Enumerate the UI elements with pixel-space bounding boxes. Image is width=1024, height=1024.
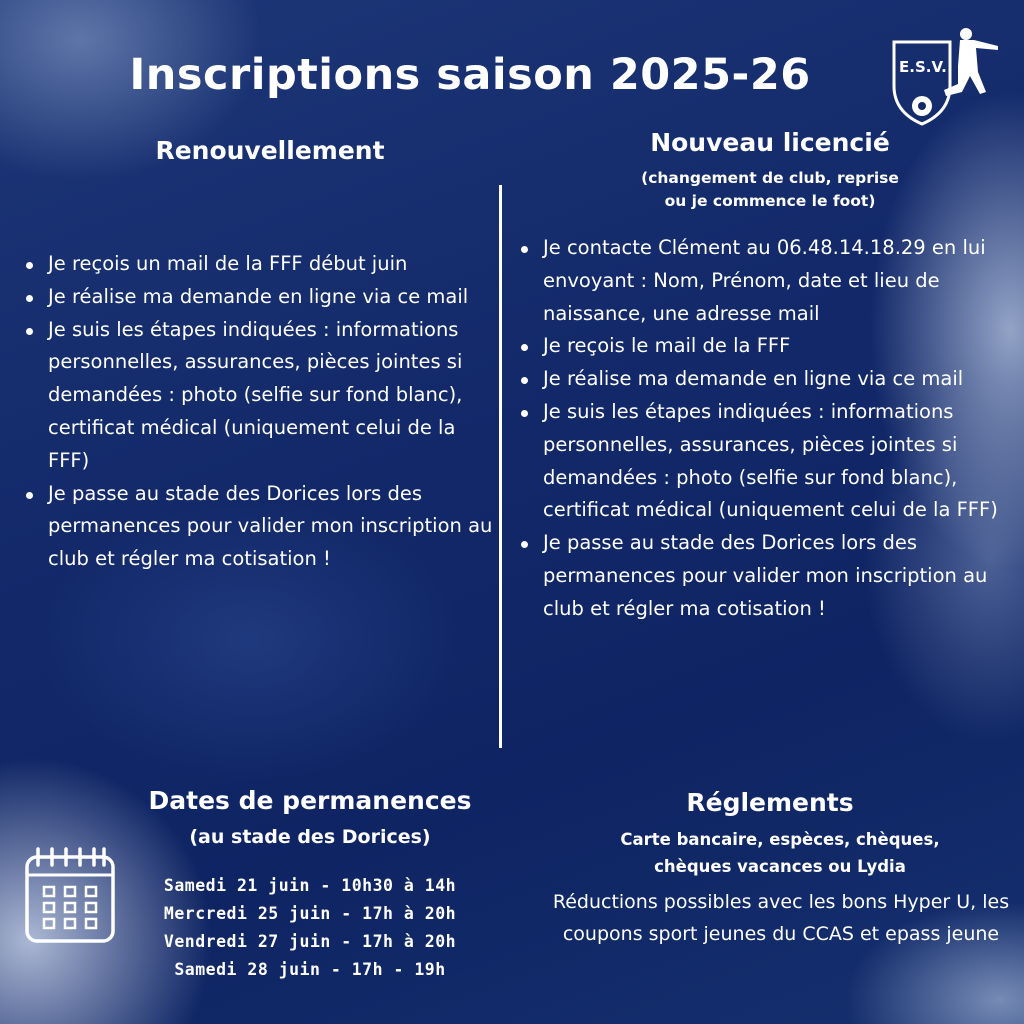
permanences-subtitle: (au stade des Dorices)	[189, 826, 431, 848]
date-row: Samedi 28 juin - 17h - 19h	[174, 960, 446, 979]
page-title: Inscriptions saison 2025-26	[129, 50, 811, 100]
renouvellement-list	[24, 248, 499, 576]
svg-text:E.S.V.: E.S.V.	[899, 58, 947, 76]
list-item: Je suis les étapes indiquées : informations personnelles, assurances, pièces jointes si demandées : photo (selfie sur fond blanc), certificat médical (uniquement celui de la FFF)	[519, 396, 1003, 527]
reglements-methods	[540, 826, 1020, 880]
renouvellement-title: Renouvellement	[155, 136, 385, 165]
reglements-title: Réglements	[686, 788, 854, 817]
date-row: Mercredi 25 juin - 17h à 20h	[163, 904, 457, 923]
permanences-dates	[120, 872, 500, 984]
list-item: Je suis les étapes indiquées : informations personnelles, assurances, pièces jointes si demandées : photo (selfie sur fond blanc), certificat médical (uniquement celui de la FFF)	[24, 314, 499, 478]
list-item: Je passe au stade des Dorices lors des permanences pour valider mon inscription au club et régler ma cotisation !	[24, 478, 499, 576]
nouveau-list	[519, 232, 1003, 626]
date-row: Vendredi 27 juin - 17h à 20h	[163, 932, 457, 951]
column-divider	[499, 185, 502, 748]
club-logo	[888, 26, 1004, 128]
list-item: Je réalise ma demande en ligne via ce mail	[24, 281, 499, 314]
list-item: Je passe au stade des Dorices lors des permanences pour valider mon inscription au club et régler ma cotisation !	[519, 527, 1003, 625]
reglements-line2: chèques vacances ou Lydia	[654, 857, 906, 876]
list-item: Je contacte Clément au 06.48.14.18.29 en lui envoyant : Nom, Prénom, date et lieu de naissance, une adresse mail	[519, 232, 1003, 330]
permanences-title: Dates de permanences	[148, 786, 472, 815]
date-row: Samedi 21 juin - 10h30 à 14h	[163, 876, 457, 895]
list-item: Je reçois un mail de la FFF début juin	[24, 248, 499, 281]
nouveau-subtitle-line1: (changement de club, reprise	[641, 169, 899, 187]
club-crest-icon	[888, 26, 1004, 128]
reglements-line1: Carte bancaire, espèces, chèques,	[620, 830, 940, 849]
calendar-icon	[24, 845, 116, 945]
list-item: Je réalise ma demande en ligne via ce mail	[519, 363, 1003, 396]
nouveau-title: Nouveau licencié	[650, 128, 890, 157]
list-item: Je reçois le mail de la FFF	[519, 330, 1003, 363]
reglements-reductions: Réductions possibles avec les bons Hyper U, les coupons sport jeunes du CCAS et epass jeune	[552, 891, 1010, 945]
nouveau-subtitle-line2: ou je commence le foot)	[664, 192, 876, 210]
nouveau-subtitle	[560, 167, 980, 213]
